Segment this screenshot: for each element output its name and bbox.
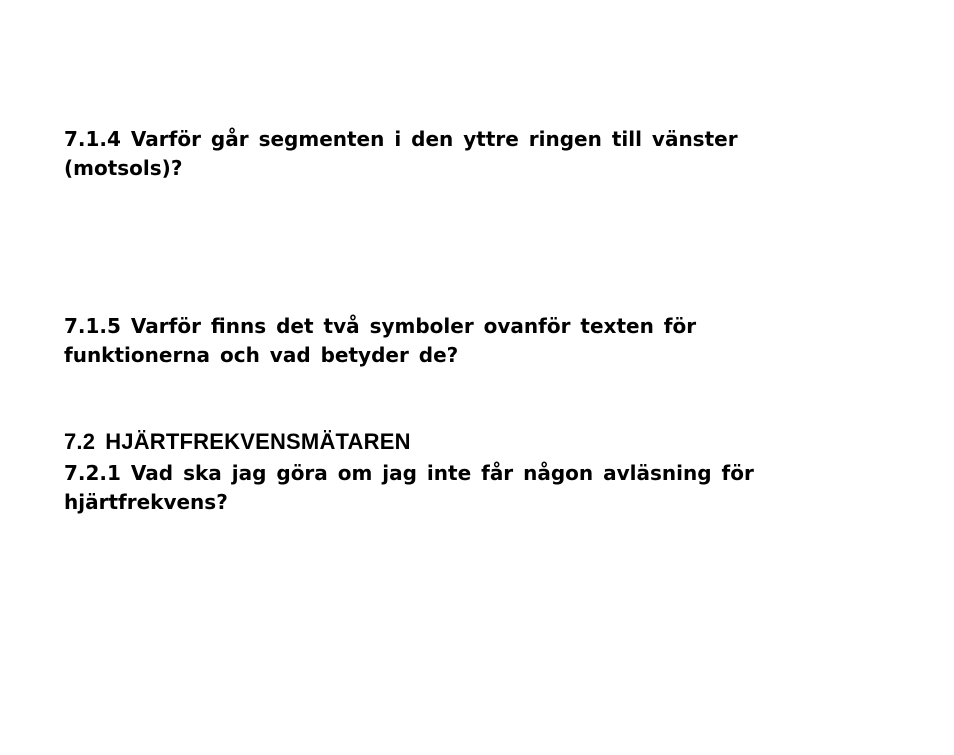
question-line xyxy=(64,125,794,154)
question-number: 7.1.4 xyxy=(64,127,121,151)
question-number: 7.2.1 xyxy=(64,461,121,485)
question-7-2-1 xyxy=(64,459,794,517)
question-line xyxy=(64,312,794,341)
question-line xyxy=(64,154,794,183)
question-line xyxy=(64,459,794,488)
section-title: HJÄRTFREKVENSMÄTAREN xyxy=(105,429,411,454)
question-7-1-5 xyxy=(64,312,794,370)
question-text-continued: (motsols)? xyxy=(64,156,183,180)
question-number: 7.1.5 xyxy=(64,314,121,338)
question-text: Varför finns det två symboler ovanför texten för xyxy=(130,314,697,338)
question-text: Varför går segmenten i den yttre ringen till vänster xyxy=(130,127,738,151)
question-text: Vad ska jag göra om jag inte får någon avläsning för xyxy=(130,461,754,485)
question-text-continued: hjärtfrekvens? xyxy=(64,490,228,514)
section-heading-7-2 xyxy=(64,428,794,456)
question-7-1-4 xyxy=(64,125,794,183)
question-line xyxy=(64,488,794,517)
question-line xyxy=(64,341,794,370)
section-heading xyxy=(64,428,794,456)
question-text-continued: funktionerna och vad betyder de? xyxy=(64,343,459,367)
section-number: 7.2 xyxy=(64,429,96,454)
